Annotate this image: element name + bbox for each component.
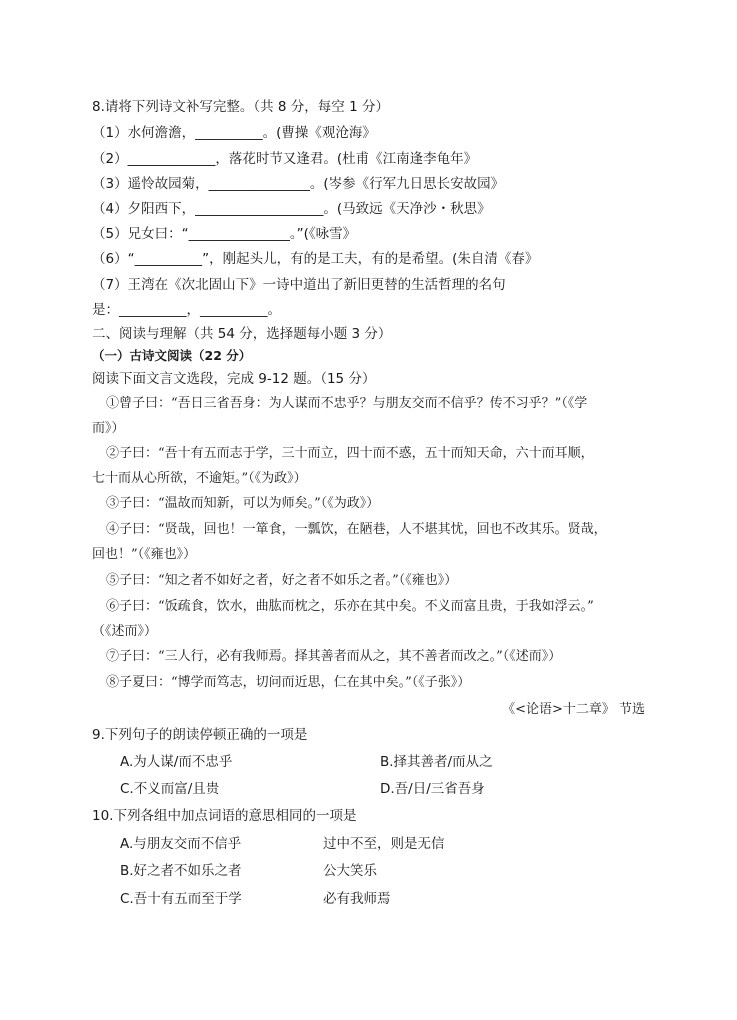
reading-instruction: 阅读下面文言文选段，完成 9-12 题。（15 分） bbox=[92, 371, 376, 387]
passage-line-6: ④子曰：“贤哉，回也！一箪食，一瓢饮，在陋巷，人不堪其忧，回也不改其乐。贤哉， bbox=[106, 522, 607, 537]
q10-option-a-right: 过中不至，则是无信 bbox=[323, 836, 445, 852]
subsection-title: （一）古诗文阅读（22 分） bbox=[92, 348, 252, 363]
q8-item-4: （4）夕阳西下，___________________。(马致远《天净沙・秋思》 bbox=[92, 201, 491, 217]
q10-title: 10.下列各组中加点词语的意思相同的一项是 bbox=[92, 808, 357, 824]
q10-option-b-left: B.好之者不如乐之者 bbox=[120, 863, 242, 879]
q10-option-c-left: C.吾十有五而至于学 bbox=[120, 891, 242, 907]
q9-title: 9.下列句子的朗读停顿正确的一项是 bbox=[92, 727, 308, 743]
q8-item-6: （6）“__________”，刚起头儿，有的是工夫，有的是希望。(朱自清《春》 bbox=[92, 251, 539, 267]
passage-line-11: ⑦子曰：“三人行，必有我师焉。择其善者而从之，其不善者而改之。”（《述而》） bbox=[106, 649, 562, 664]
passage-line-3: ②子曰：“吾十有五而志于学，三十而立，四十而不惑，五十而知天命，六十而耳顺， bbox=[106, 446, 594, 461]
section-title: 二、阅读与理解（共 54 分，选择题每小题 3 分） bbox=[92, 326, 392, 342]
passage-line-12: ⑧子夏曰：“博学而笃志，切问而近思，仁在其中矣。”（《子张》） bbox=[106, 675, 471, 690]
q9-option-a: A.为人谋/而不忠乎 bbox=[120, 754, 233, 770]
passage-line-2: 而》） bbox=[92, 421, 125, 436]
passage-source: 《<论语>十二章》 节选 bbox=[502, 702, 645, 717]
passage-line-1: ①曾子曰：“吾日三省吾身：为人谋而不忠乎？与朋友交而不信乎？传不习乎？”（《学 bbox=[106, 396, 588, 411]
q9-option-d: D.吾/日/三省吾身 bbox=[380, 781, 485, 797]
q8-item-2: （2）_____________，落花时节又逢君。(杜甫《江南逢李龟年》 bbox=[92, 151, 478, 167]
q8-item-3: （3）遥怜故园菊，_______________。(岑参《行军九日思长安故园》 bbox=[92, 176, 505, 192]
q8-item-7: （7）王湾在《次北固山下》一诗中道出了新旧更替的生活哲理的名句 bbox=[92, 277, 506, 293]
passage-line-10: （《述而》） bbox=[92, 624, 158, 639]
q8-item-5: （5）兄女曰：“_______________。”(《咏雪》 bbox=[92, 226, 357, 242]
passage-line-7: 回也！”（《雍也》） bbox=[92, 547, 197, 562]
passage-line-5: ③子曰：“温故而知新，可以为师矣。”（《为政》） bbox=[106, 496, 380, 511]
passage-line-4: 七十而从心所欲，不逾矩。”（《为政》） bbox=[92, 471, 307, 486]
passage-line-9: ⑥子曰：“饭疏食，饮水，曲肱而枕之，乐亦在其中矣。不义而富且贵，于我如浮云。” bbox=[106, 599, 594, 614]
q8-item-7-answer: 是：__________，__________。 bbox=[92, 302, 281, 318]
q9-option-c: C.不义而富/且贵 bbox=[120, 781, 220, 797]
q10-option-b-right: 公大笑乐 bbox=[323, 863, 377, 879]
q8-title: 8.请将下列诗文补写完整。（共 8 分，每空 1 分） bbox=[92, 99, 389, 115]
q8-item-1: （1）水何澹澹，__________。(曹操《观沧海》 bbox=[92, 125, 376, 141]
q9-option-b: B.择其善者/而从之 bbox=[380, 754, 493, 770]
q10-option-c-right: 必有我师焉 bbox=[323, 891, 391, 907]
q10-option-a-left: A.与朋友交而不信乎 bbox=[120, 836, 242, 852]
passage-line-8: ⑤子曰：“知之者不如好之者，好之者不如乐之者。”（《雍也》） bbox=[106, 573, 458, 588]
